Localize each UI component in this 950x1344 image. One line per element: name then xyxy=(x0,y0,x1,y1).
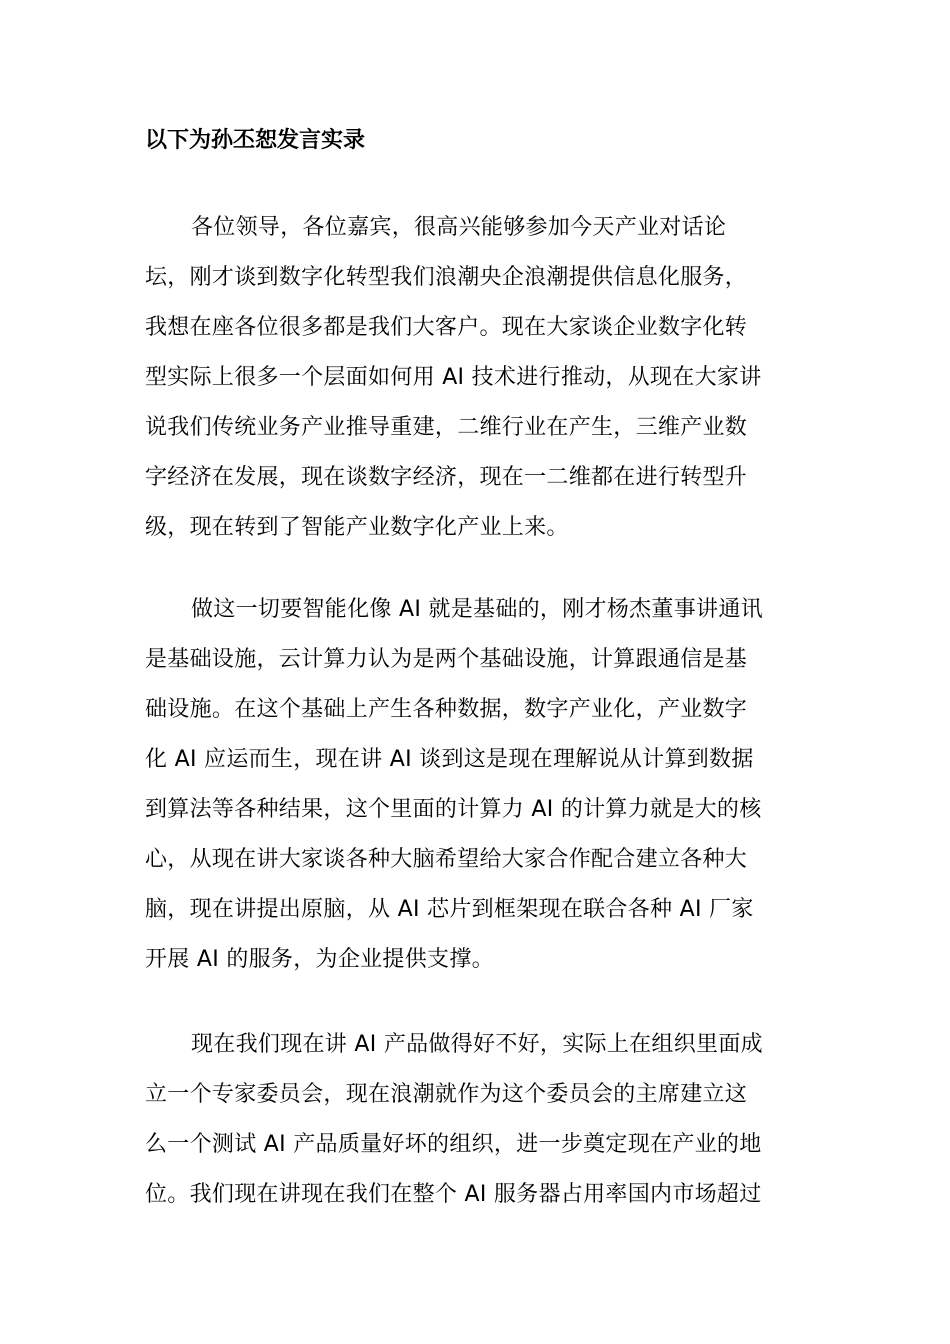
paragraph-line: 我想在座各位很多都是我们大客户。现在大家谈企业数字化转 xyxy=(145,315,748,340)
document-title: 以下为孙丕恕发言实录 xyxy=(145,128,366,153)
paragraph-line: 说我们传统业务产业推导重建，二维行业在产生，三维产业数 xyxy=(145,415,748,440)
paragraph-line: 是基础设施，云计算力认为是两个基础设施，计算跟通信是基 xyxy=(145,647,748,672)
paragraph-line: 础设施。在这个基础上产生各种数据，数字产业化，产业数字 xyxy=(145,697,748,722)
paragraph-line: 字经济在发展，现在谈数字经济，现在一二维都在进行转型升 xyxy=(145,465,748,490)
paragraph-line: 立一个专家委员会，现在浪潮就作为这个委员会的主席建立这 xyxy=(145,1082,748,1107)
paragraph-opening-remarks xyxy=(145,203,810,553)
paragraph-line: 位。我们现在讲现在我们在整个 AI 服务器占用率国内市场超过 xyxy=(145,1182,762,1207)
paragraph-ai-infrastructure xyxy=(145,585,810,985)
paragraph-line: 各位领导，各位嘉宾，很高兴能够参加今天产业对话论 xyxy=(191,215,727,240)
paragraph-line: 开展 AI 的服务，为企业提供支撑。 xyxy=(145,947,494,972)
paragraph-ai-products xyxy=(145,1020,810,1220)
paragraph-line: 脑，现在讲提出原脑，从 AI 芯片到框架现在联合各种 AI 厂家 xyxy=(145,897,754,922)
paragraph-line: 么一个测试 AI 产品质量好坏的组织，进一步奠定现在产业的地 xyxy=(145,1132,762,1157)
paragraph-line: 级，现在转到了智能产业数字化产业上来。 xyxy=(145,515,569,540)
paragraph-line: 心，从现在讲大家谈各种大脑希望给大家合作配合建立各种大 xyxy=(145,847,748,872)
paragraph-line: 现在我们现在讲 AI 产品做得好不好，实际上在组织里面成 xyxy=(191,1032,763,1057)
paragraph-line: 到算法等各种结果，这个里面的计算力 AI 的计算力就是大的核 xyxy=(145,797,762,822)
paragraph-line: 化 AI 应运而生，现在讲 AI 谈到这是现在理解说从计算到数据 xyxy=(145,747,754,772)
paragraph-line: 做这一切要智能化像 AI 就是基础的，刚才杨杰董事讲通讯 xyxy=(191,597,763,622)
paragraph-line: 型实际上很多一个层面如何用 AI 技术进行推动，从现在大家讲 xyxy=(145,365,762,390)
paragraph-line: 坛，刚才谈到数字化转型我们浪潮央企浪潮提供信息化服务， xyxy=(145,265,748,290)
